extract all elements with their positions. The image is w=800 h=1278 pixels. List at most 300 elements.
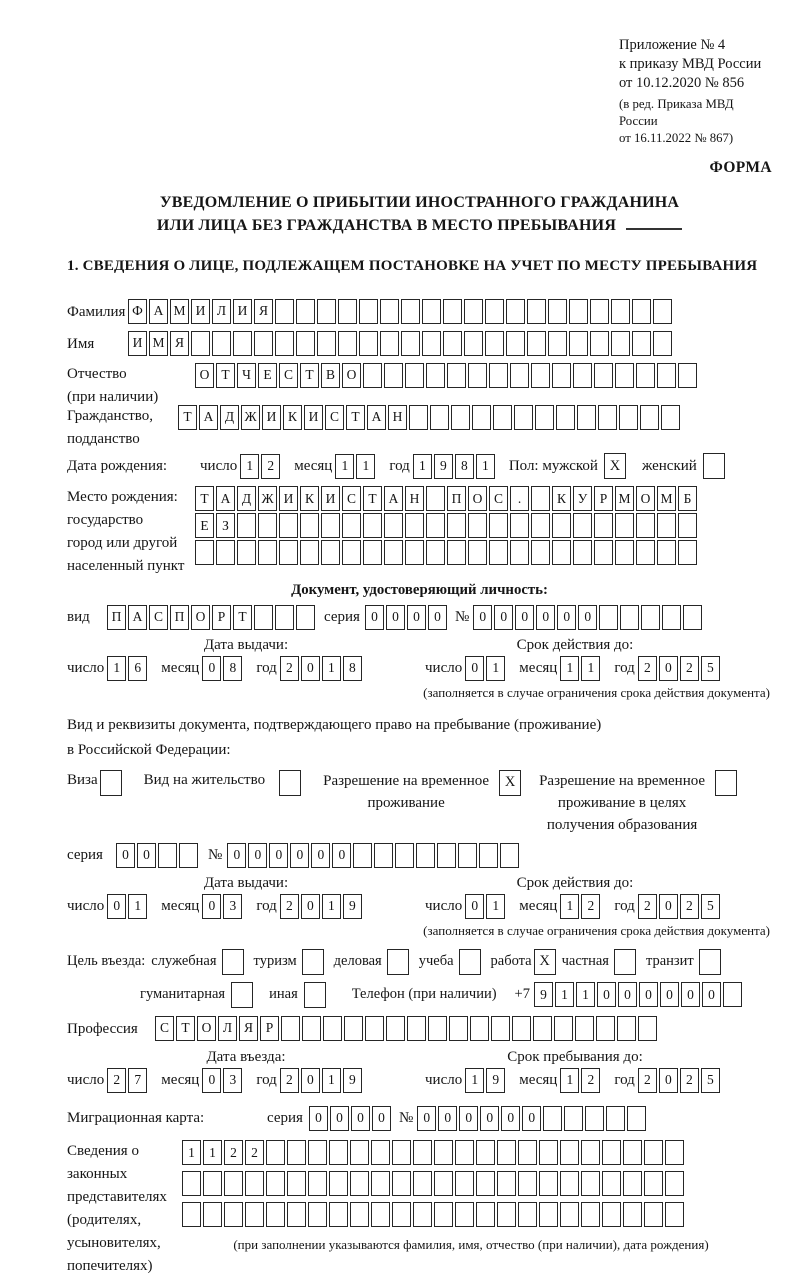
char-cell[interactable]: 0 xyxy=(597,982,616,1007)
char-cell[interactable] xyxy=(237,540,256,565)
char-cell[interactable]: 6 xyxy=(128,656,147,681)
char-cell[interactable] xyxy=(641,605,660,630)
private-checkbox[interactable] xyxy=(614,949,636,975)
char-cell[interactable]: . xyxy=(510,486,529,511)
char-cell[interactable] xyxy=(371,1202,390,1227)
char-cell[interactable]: С xyxy=(489,486,508,511)
char-cell[interactable] xyxy=(510,363,529,388)
char-cell[interactable] xyxy=(449,1016,468,1041)
char-cell[interactable]: О xyxy=(191,605,210,630)
char-cell[interactable] xyxy=(359,299,378,324)
char-cell[interactable]: 2 xyxy=(581,1068,600,1093)
char-cell[interactable]: М xyxy=(615,486,634,511)
char-cell[interactable] xyxy=(596,1016,615,1041)
char-cell[interactable] xyxy=(623,1140,642,1165)
char-cell[interactable] xyxy=(468,540,487,565)
char-cell[interactable]: К xyxy=(552,486,571,511)
char-cell[interactable] xyxy=(535,405,554,430)
visa-checkbox[interactable] xyxy=(100,770,122,796)
char-cell[interactable] xyxy=(374,843,393,868)
char-cell[interactable] xyxy=(653,299,672,324)
char-cell[interactable]: 0 xyxy=(557,605,576,630)
char-cell[interactable] xyxy=(195,540,214,565)
char-cell[interactable]: 3 xyxy=(223,894,242,919)
char-cell[interactable]: 1 xyxy=(335,454,354,479)
char-cell[interactable]: 1 xyxy=(486,894,505,919)
char-cell[interactable] xyxy=(518,1202,537,1227)
char-cell[interactable] xyxy=(413,1140,432,1165)
char-cell[interactable] xyxy=(363,513,382,538)
char-cell[interactable] xyxy=(564,1106,583,1131)
char-cell[interactable] xyxy=(395,843,414,868)
char-cell[interactable]: С xyxy=(325,405,344,430)
char-cell[interactable] xyxy=(258,540,277,565)
char-cell[interactable] xyxy=(212,331,231,356)
char-cell[interactable]: 8 xyxy=(223,656,242,681)
char-cell[interactable] xyxy=(338,299,357,324)
char-cell[interactable] xyxy=(497,1171,516,1196)
char-cell[interactable] xyxy=(497,1140,516,1165)
char-cell[interactable]: 1 xyxy=(465,1068,484,1093)
char-cell[interactable]: Д xyxy=(220,405,239,430)
char-cell[interactable] xyxy=(619,405,638,430)
char-cell[interactable] xyxy=(531,540,550,565)
char-cell[interactable] xyxy=(266,1171,285,1196)
transit-checkbox[interactable] xyxy=(699,949,721,975)
char-cell[interactable] xyxy=(678,540,697,565)
char-cell[interactable] xyxy=(581,1202,600,1227)
char-cell[interactable] xyxy=(590,299,609,324)
char-cell[interactable] xyxy=(577,405,596,430)
char-cell[interactable] xyxy=(224,1171,243,1196)
char-cell[interactable] xyxy=(539,1202,558,1227)
char-cell[interactable]: Т xyxy=(178,405,197,430)
char-cell[interactable] xyxy=(560,1140,579,1165)
char-cell[interactable]: Е xyxy=(195,513,214,538)
char-cell[interactable]: 0 xyxy=(301,656,320,681)
char-cell[interactable]: А xyxy=(199,405,218,430)
char-cell[interactable]: О xyxy=(342,363,361,388)
char-cell[interactable] xyxy=(615,540,634,565)
char-cell[interactable] xyxy=(569,331,588,356)
female-checkbox[interactable] xyxy=(703,453,725,479)
char-cell[interactable]: С xyxy=(155,1016,174,1041)
study-checkbox[interactable] xyxy=(459,949,481,975)
char-cell[interactable]: Я xyxy=(239,1016,258,1041)
char-cell[interactable] xyxy=(428,1016,447,1041)
char-cell[interactable]: Т xyxy=(233,605,252,630)
char-cell[interactable] xyxy=(611,299,630,324)
char-cell[interactable] xyxy=(363,363,382,388)
char-cell[interactable] xyxy=(287,1202,306,1227)
char-cell[interactable] xyxy=(594,513,613,538)
char-cell[interactable] xyxy=(344,1016,363,1041)
char-cell[interactable] xyxy=(464,331,483,356)
char-cell[interactable] xyxy=(413,1171,432,1196)
char-cell[interactable] xyxy=(632,299,651,324)
char-cell[interactable] xyxy=(317,299,336,324)
char-cell[interactable] xyxy=(573,540,592,565)
char-cell[interactable]: 1 xyxy=(322,656,341,681)
char-cell[interactable] xyxy=(401,331,420,356)
char-cell[interactable] xyxy=(644,1202,663,1227)
char-cell[interactable] xyxy=(594,363,613,388)
char-cell[interactable]: В xyxy=(321,363,340,388)
char-cell[interactable] xyxy=(275,299,294,324)
residence-permit-checkbox[interactable] xyxy=(279,770,301,796)
char-cell[interactable]: 9 xyxy=(343,894,362,919)
char-cell[interactable] xyxy=(287,1171,306,1196)
char-cell[interactable] xyxy=(552,540,571,565)
char-cell[interactable] xyxy=(191,331,210,356)
char-cell[interactable] xyxy=(254,331,273,356)
char-cell[interactable] xyxy=(665,1140,684,1165)
work-checkbox[interactable]: X xyxy=(534,949,556,975)
char-cell[interactable]: 1 xyxy=(581,656,600,681)
char-cell[interactable] xyxy=(384,540,403,565)
char-cell[interactable] xyxy=(296,605,315,630)
char-cell[interactable]: А xyxy=(367,405,386,430)
char-cell[interactable]: Л xyxy=(218,1016,237,1041)
char-cell[interactable]: С xyxy=(279,363,298,388)
char-cell[interactable] xyxy=(447,540,466,565)
char-cell[interactable]: 1 xyxy=(555,982,574,1007)
char-cell[interactable] xyxy=(455,1140,474,1165)
char-cell[interactable] xyxy=(350,1202,369,1227)
char-cell[interactable]: 1 xyxy=(128,894,147,919)
char-cell[interactable] xyxy=(426,486,445,511)
char-cell[interactable]: Н xyxy=(388,405,407,430)
char-cell[interactable]: 1 xyxy=(322,1068,341,1093)
char-cell[interactable]: 0 xyxy=(202,1068,221,1093)
char-cell[interactable]: 0 xyxy=(501,1106,520,1131)
char-cell[interactable] xyxy=(245,1202,264,1227)
char-cell[interactable]: 0 xyxy=(702,982,721,1007)
char-cell[interactable] xyxy=(437,843,456,868)
temp-permit-edu-checkbox[interactable] xyxy=(715,770,737,796)
char-cell[interactable] xyxy=(638,1016,657,1041)
char-cell[interactable] xyxy=(300,540,319,565)
char-cell[interactable]: 1 xyxy=(322,894,341,919)
char-cell[interactable] xyxy=(300,513,319,538)
char-cell[interactable]: Е xyxy=(258,363,277,388)
char-cell[interactable]: 0 xyxy=(330,1106,349,1131)
char-cell[interactable]: Т xyxy=(176,1016,195,1041)
char-cell[interactable] xyxy=(371,1171,390,1196)
char-cell[interactable] xyxy=(489,540,508,565)
char-cell[interactable]: 0 xyxy=(309,1106,328,1131)
char-cell[interactable] xyxy=(365,1016,384,1041)
char-cell[interactable]: 1 xyxy=(486,656,505,681)
char-cell[interactable]: 0 xyxy=(480,1106,499,1131)
char-cell[interactable] xyxy=(371,1140,390,1165)
char-cell[interactable]: 5 xyxy=(701,656,720,681)
char-cell[interactable] xyxy=(489,513,508,538)
char-cell[interactable] xyxy=(392,1140,411,1165)
other-checkbox[interactable] xyxy=(304,982,326,1008)
char-cell[interactable]: 2 xyxy=(280,656,299,681)
char-cell[interactable] xyxy=(491,1016,510,1041)
char-cell[interactable]: Н xyxy=(405,486,424,511)
char-cell[interactable] xyxy=(623,1171,642,1196)
char-cell[interactable] xyxy=(539,1140,558,1165)
char-cell[interactable]: 0 xyxy=(522,1106,541,1131)
char-cell[interactable]: 2 xyxy=(261,454,280,479)
char-cell[interactable] xyxy=(640,405,659,430)
char-cell[interactable] xyxy=(611,331,630,356)
char-cell[interactable] xyxy=(514,405,533,430)
char-cell[interactable]: 0 xyxy=(332,843,351,868)
char-cell[interactable]: 0 xyxy=(659,656,678,681)
char-cell[interactable]: Я xyxy=(254,299,273,324)
char-cell[interactable]: Р xyxy=(594,486,613,511)
char-cell[interactable]: 1 xyxy=(182,1140,201,1165)
char-cell[interactable] xyxy=(657,363,676,388)
char-cell[interactable] xyxy=(470,1016,489,1041)
char-cell[interactable] xyxy=(455,1202,474,1227)
char-cell[interactable]: 5 xyxy=(701,894,720,919)
char-cell[interactable] xyxy=(422,299,441,324)
char-cell[interactable]: А xyxy=(216,486,235,511)
char-cell[interactable] xyxy=(615,363,634,388)
char-cell[interactable]: 2 xyxy=(680,656,699,681)
char-cell[interactable] xyxy=(472,405,491,430)
char-cell[interactable] xyxy=(409,405,428,430)
char-cell[interactable]: Д xyxy=(237,486,256,511)
char-cell[interactable] xyxy=(556,405,575,430)
char-cell[interactable] xyxy=(627,1106,646,1131)
char-cell[interactable] xyxy=(569,299,588,324)
char-cell[interactable]: 2 xyxy=(107,1068,126,1093)
char-cell[interactable]: Т xyxy=(195,486,214,511)
char-cell[interactable]: 0 xyxy=(536,605,555,630)
char-cell[interactable]: Я xyxy=(170,331,189,356)
char-cell[interactable]: 2 xyxy=(638,1068,657,1093)
char-cell[interactable]: Р xyxy=(260,1016,279,1041)
char-cell[interactable]: А xyxy=(149,299,168,324)
char-cell[interactable] xyxy=(266,1202,285,1227)
char-cell[interactable] xyxy=(443,331,462,356)
char-cell[interactable] xyxy=(554,1016,573,1041)
char-cell[interactable]: 8 xyxy=(343,656,362,681)
char-cell[interactable]: 0 xyxy=(578,605,597,630)
char-cell[interactable]: 1 xyxy=(560,894,579,919)
char-cell[interactable] xyxy=(510,540,529,565)
char-cell[interactable] xyxy=(158,843,177,868)
char-cell[interactable]: 0 xyxy=(659,1068,678,1093)
char-cell[interactable]: И xyxy=(233,299,252,324)
char-cell[interactable] xyxy=(281,1016,300,1041)
char-cell[interactable]: М xyxy=(149,331,168,356)
char-cell[interactable]: Б xyxy=(678,486,697,511)
char-cell[interactable]: 0 xyxy=(116,843,135,868)
char-cell[interactable]: 9 xyxy=(434,454,453,479)
char-cell[interactable] xyxy=(405,513,424,538)
char-cell[interactable] xyxy=(632,331,651,356)
char-cell[interactable]: 0 xyxy=(365,605,384,630)
char-cell[interactable] xyxy=(359,331,378,356)
char-cell[interactable] xyxy=(644,1140,663,1165)
char-cell[interactable] xyxy=(296,299,315,324)
char-cell[interactable]: 0 xyxy=(473,605,492,630)
char-cell[interactable] xyxy=(531,486,550,511)
char-cell[interactable] xyxy=(602,1202,621,1227)
char-cell[interactable] xyxy=(430,405,449,430)
char-cell[interactable] xyxy=(464,299,483,324)
char-cell[interactable] xyxy=(380,331,399,356)
char-cell[interactable] xyxy=(447,363,466,388)
char-cell[interactable] xyxy=(245,1171,264,1196)
char-cell[interactable]: 2 xyxy=(680,894,699,919)
char-cell[interactable] xyxy=(552,363,571,388)
char-cell[interactable]: 0 xyxy=(459,1106,478,1131)
char-cell[interactable]: 1 xyxy=(476,454,495,479)
char-cell[interactable] xyxy=(723,982,742,1007)
char-cell[interactable] xyxy=(216,540,235,565)
char-cell[interactable]: С xyxy=(342,486,361,511)
char-cell[interactable]: 0 xyxy=(407,605,426,630)
char-cell[interactable] xyxy=(468,363,487,388)
char-cell[interactable] xyxy=(384,513,403,538)
char-cell[interactable]: 0 xyxy=(290,843,309,868)
char-cell[interactable]: 2 xyxy=(280,1068,299,1093)
char-cell[interactable] xyxy=(405,540,424,565)
char-cell[interactable] xyxy=(296,331,315,356)
char-cell[interactable] xyxy=(594,540,613,565)
char-cell[interactable] xyxy=(602,1140,621,1165)
char-cell[interactable] xyxy=(434,1171,453,1196)
char-cell[interactable] xyxy=(543,1106,562,1131)
char-cell[interactable] xyxy=(392,1202,411,1227)
char-cell[interactable] xyxy=(203,1171,222,1196)
char-cell[interactable] xyxy=(485,299,504,324)
char-cell[interactable]: 0 xyxy=(494,605,513,630)
char-cell[interactable]: 0 xyxy=(639,982,658,1007)
char-cell[interactable] xyxy=(552,513,571,538)
char-cell[interactable] xyxy=(476,1202,495,1227)
char-cell[interactable] xyxy=(266,1140,285,1165)
char-cell[interactable]: Т xyxy=(300,363,319,388)
char-cell[interactable]: И xyxy=(191,299,210,324)
char-cell[interactable] xyxy=(233,331,252,356)
char-cell[interactable] xyxy=(308,1171,327,1196)
char-cell[interactable]: 0 xyxy=(465,656,484,681)
char-cell[interactable] xyxy=(581,1171,600,1196)
char-cell[interactable] xyxy=(258,513,277,538)
char-cell[interactable] xyxy=(510,513,529,538)
char-cell[interactable] xyxy=(363,540,382,565)
char-cell[interactable]: 0 xyxy=(681,982,700,1007)
char-cell[interactable] xyxy=(512,1016,531,1041)
char-cell[interactable] xyxy=(182,1171,201,1196)
char-cell[interactable]: 0 xyxy=(248,843,267,868)
char-cell[interactable] xyxy=(380,299,399,324)
char-cell[interactable]: 2 xyxy=(638,656,657,681)
char-cell[interactable]: И xyxy=(128,331,147,356)
char-cell[interactable] xyxy=(665,1202,684,1227)
char-cell[interactable]: 1 xyxy=(356,454,375,479)
char-cell[interactable]: 2 xyxy=(638,894,657,919)
char-cell[interactable] xyxy=(661,405,680,430)
char-cell[interactable]: 1 xyxy=(576,982,595,1007)
char-cell[interactable]: 1 xyxy=(560,656,579,681)
business-checkbox[interactable] xyxy=(387,949,409,975)
char-cell[interactable]: 0 xyxy=(202,894,221,919)
char-cell[interactable]: О xyxy=(197,1016,216,1041)
char-cell[interactable] xyxy=(308,1202,327,1227)
char-cell[interactable]: 1 xyxy=(560,1068,579,1093)
char-cell[interactable]: 2 xyxy=(224,1140,243,1165)
char-cell[interactable] xyxy=(506,331,525,356)
char-cell[interactable] xyxy=(476,1171,495,1196)
char-cell[interactable]: И xyxy=(279,486,298,511)
char-cell[interactable] xyxy=(527,299,546,324)
char-cell[interactable] xyxy=(636,513,655,538)
char-cell[interactable] xyxy=(338,331,357,356)
char-cell[interactable] xyxy=(179,843,198,868)
char-cell[interactable] xyxy=(617,1016,636,1041)
char-cell[interactable]: 0 xyxy=(618,982,637,1007)
char-cell[interactable] xyxy=(531,363,550,388)
char-cell[interactable]: П xyxy=(170,605,189,630)
char-cell[interactable]: 2 xyxy=(245,1140,264,1165)
char-cell[interactable] xyxy=(342,513,361,538)
char-cell[interactable] xyxy=(468,513,487,538)
char-cell[interactable] xyxy=(662,605,681,630)
char-cell[interactable]: А xyxy=(384,486,403,511)
char-cell[interactable] xyxy=(350,1171,369,1196)
char-cell[interactable]: Ж xyxy=(241,405,260,430)
char-cell[interactable]: А xyxy=(128,605,147,630)
char-cell[interactable]: 0 xyxy=(417,1106,436,1131)
char-cell[interactable] xyxy=(275,605,294,630)
char-cell[interactable]: М xyxy=(170,299,189,324)
char-cell[interactable] xyxy=(224,1202,243,1227)
char-cell[interactable] xyxy=(539,1171,558,1196)
char-cell[interactable] xyxy=(455,1171,474,1196)
char-cell[interactable] xyxy=(678,513,697,538)
char-cell[interactable] xyxy=(329,1202,348,1227)
char-cell[interactable]: 0 xyxy=(301,894,320,919)
char-cell[interactable] xyxy=(302,1016,321,1041)
char-cell[interactable] xyxy=(443,299,462,324)
char-cell[interactable]: 8 xyxy=(455,454,474,479)
char-cell[interactable] xyxy=(581,1140,600,1165)
char-cell[interactable] xyxy=(422,331,441,356)
char-cell[interactable] xyxy=(636,363,655,388)
char-cell[interactable]: П xyxy=(107,605,126,630)
char-cell[interactable]: 9 xyxy=(486,1068,505,1093)
char-cell[interactable] xyxy=(323,1016,342,1041)
char-cell[interactable]: 3 xyxy=(223,1068,242,1093)
char-cell[interactable] xyxy=(416,843,435,868)
char-cell[interactable]: Ж xyxy=(258,486,277,511)
char-cell[interactable] xyxy=(493,405,512,430)
char-cell[interactable]: У xyxy=(573,486,592,511)
char-cell[interactable]: 0 xyxy=(107,894,126,919)
char-cell[interactable]: Ф xyxy=(128,299,147,324)
char-cell[interactable]: 2 xyxy=(280,894,299,919)
char-cell[interactable] xyxy=(329,1171,348,1196)
char-cell[interactable]: 0 xyxy=(301,1068,320,1093)
char-cell[interactable]: О xyxy=(195,363,214,388)
char-cell[interactable] xyxy=(678,363,697,388)
char-cell[interactable] xyxy=(317,331,336,356)
char-cell[interactable] xyxy=(237,513,256,538)
char-cell[interactable] xyxy=(531,513,550,538)
char-cell[interactable]: К xyxy=(283,405,302,430)
char-cell[interactable]: 1 xyxy=(107,656,126,681)
